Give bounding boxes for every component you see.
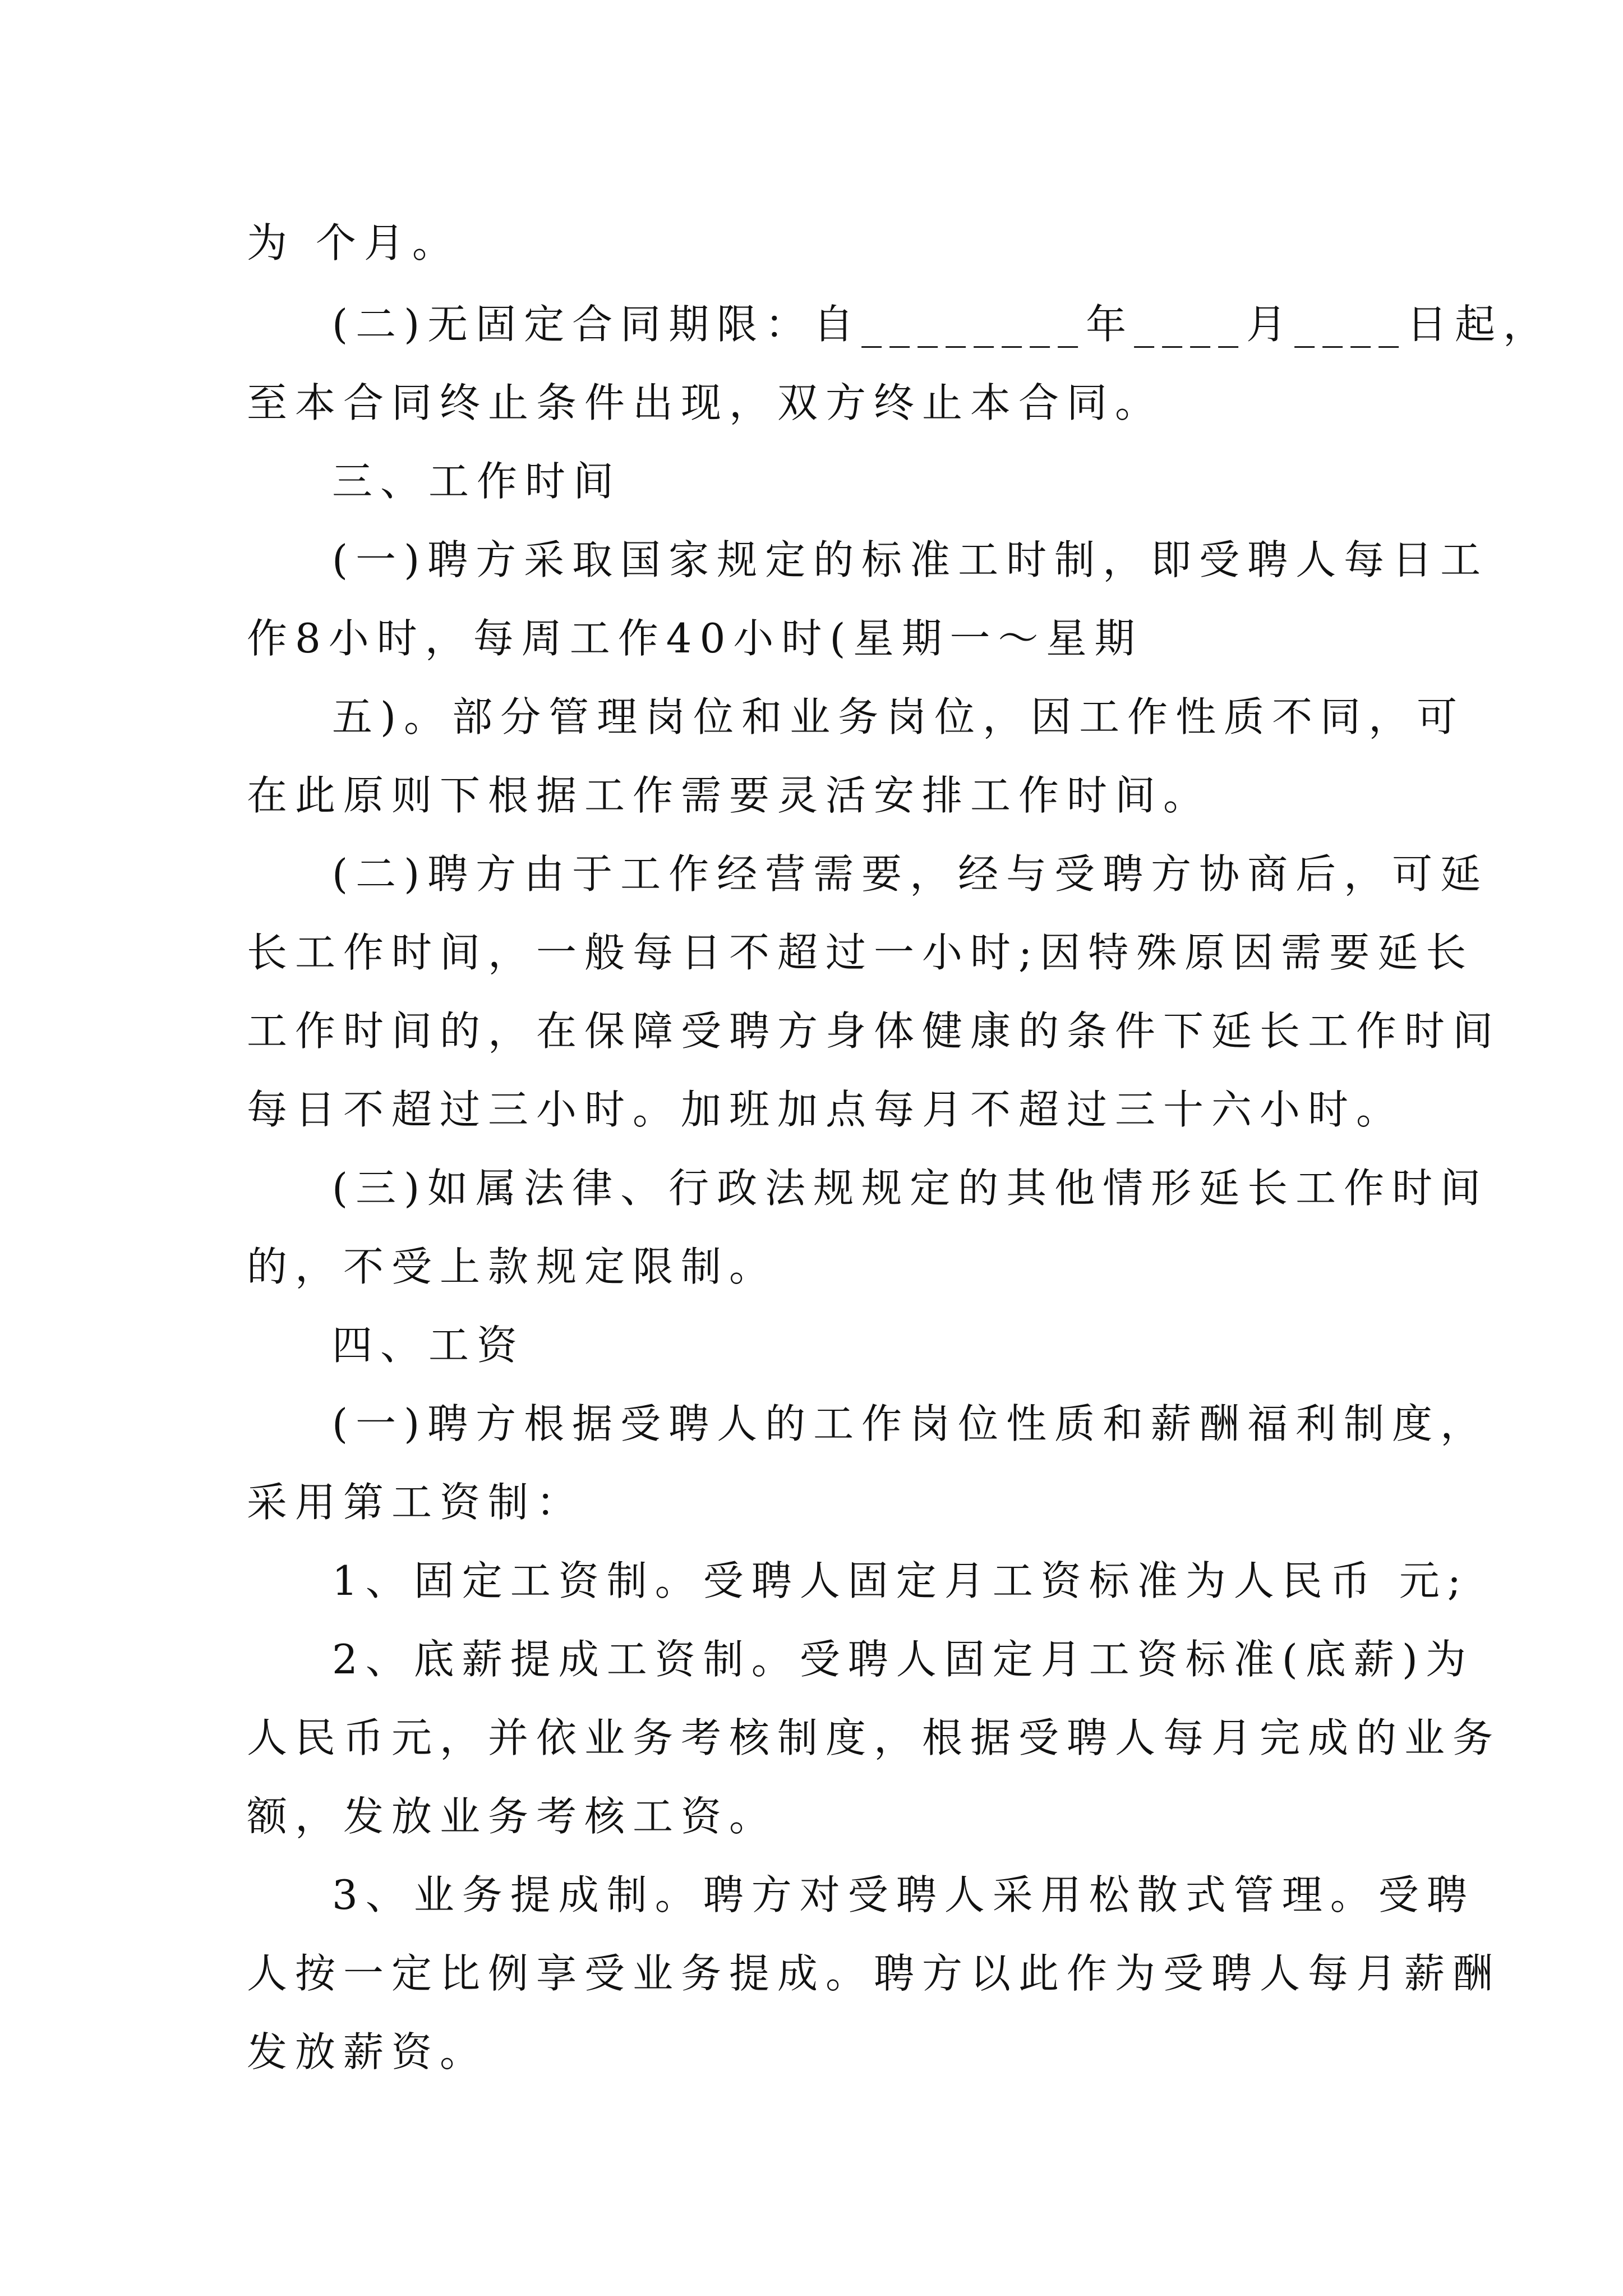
text-line: 在此原则下根据工作需要灵活安排工作时间。 bbox=[247, 772, 1212, 819]
text-line: 额，发放业务考核工资。 bbox=[247, 1793, 778, 1840]
text-line: 的，不受上款规定限制。 bbox=[247, 1243, 778, 1290]
text-line: 每日不超过三小时。加班加点每月不超过三十六小时。 bbox=[247, 1086, 1405, 1133]
text-line: (二)聘方由于工作经营需要，经与受聘方协商后，可延 bbox=[332, 850, 1489, 898]
section-heading: 三、工作时间 bbox=[332, 458, 622, 505]
text-line: (三)如属法律、行政法规规定的其他情形延长工作时间 bbox=[332, 1165, 1489, 1212]
text-line: 发放薪资。 bbox=[247, 2028, 488, 2076]
text-line: 长工作时间，一般每日不超过一小时;因特殊原因需要延长 bbox=[247, 929, 1474, 976]
section-heading: 四、工资 bbox=[332, 1322, 525, 1369]
text-line: 采用第工资制： bbox=[247, 1479, 585, 1526]
text-line: 人民币元，并依业务考核制度，根据受聘人每月完成的业务 bbox=[247, 1714, 1501, 1761]
text-line: 作8小时，每周工作40小时(星期一～星期 bbox=[247, 615, 1143, 662]
text-line: 至本合同终止条件出现，双方终止本合同。 bbox=[247, 379, 1164, 426]
text-line: 五)。部分管理岗位和业务岗位，因工作性质不同，可 bbox=[332, 693, 1465, 740]
text-line: 3、业务提成制。聘方对受聘人采用松散式管理。受聘 bbox=[332, 1871, 1475, 1918]
text-line: 人按一定比例享受业务提成。聘方以此作为受聘人每月薪酬 bbox=[247, 1950, 1501, 1997]
text-line: (一)聘方根据受聘人的工作岗位性质和薪酬福利制度， bbox=[332, 1400, 1489, 1447]
text-line: 2、底薪提成工资制。受聘人固定月工资标准(底薪)为 bbox=[332, 1636, 1474, 1683]
text-line: 为 个月。 bbox=[247, 219, 460, 266]
text-line: (二)无固定合同期限：自________年____月____日起， bbox=[332, 301, 1552, 348]
text-line: 1、固定工资制。受聘人固定月工资标准为人民币 元; bbox=[332, 1557, 1469, 1604]
text-line: 工作时间的，在保障受聘方身体健康的条件下延长工作时间 bbox=[247, 1007, 1501, 1055]
text-line: (一)聘方采取国家规定的标准工时制，即受聘人每日工 bbox=[332, 536, 1489, 583]
